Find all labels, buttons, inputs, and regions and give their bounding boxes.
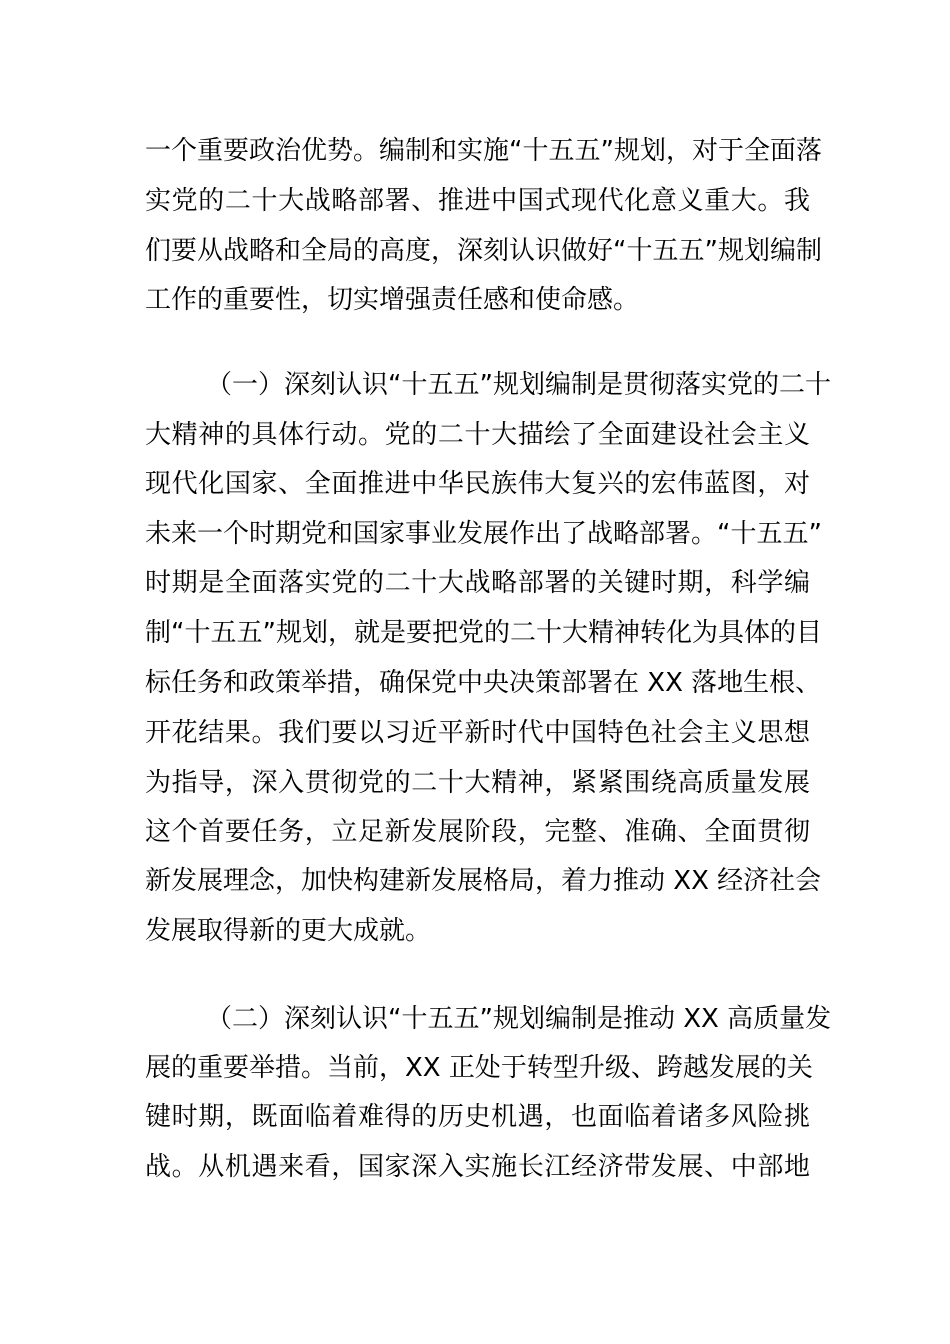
- section-1-line-7: 标任务和政策举措，确保党中央决策部署在 XX 落地生根、: [145, 668, 822, 698]
- section-1-line-1: （一）深刻认识“十五五”规划编制是贯彻落实党的二十: [206, 370, 831, 400]
- section-1-line-3: 现代化国家、全面推进中华民族伟大复兴的宏伟蓝图，对: [145, 469, 810, 499]
- intro-line-3: 们要从战略和全局的高度，深刻认识做好“十五五”规划编制: [145, 236, 822, 266]
- section-1-line-9: 为指导，深入贯彻党的二十大精神，紧紧围绕高质量发展: [145, 768, 810, 798]
- section-1-line-2: 大精神的具体行动。党的二十大描绘了全面建设社会主义: [145, 420, 810, 450]
- section-1-line-12: 发展取得新的更大成就。: [145, 916, 432, 946]
- intro-line-1: 一个重要政治优势。编制和实施“十五五”规划，对于全面落: [145, 136, 822, 166]
- intro-line-4: 工作的重要性，切实增强责任感和使命感。: [145, 285, 640, 315]
- section-2-line-4: 战。从机遇来看，国家深入实施长江经济带发展、中部地: [145, 1152, 810, 1182]
- section-2-line-3: 键时期，既面临着难得的历史机遇，也面临着诸多风险挑: [145, 1102, 810, 1132]
- section-2-line-2: 展的重要举措。当前，XX 正处于转型升级、跨越发展的关: [145, 1053, 813, 1083]
- section-1-line-10: 这个首要任务，立足新发展阶段，完整、准确、全面贯彻: [145, 817, 810, 847]
- section-2-line-1: （二）深刻认识“十五五”规划编制是推动 XX 高质量发: [206, 1004, 832, 1034]
- section-1-line-6: 制“十五五”规划，就是要把党的二十大精神转化为具体的目: [145, 618, 822, 648]
- intro-line-2: 实党的二十大战略部署、推进中国式现代化意义重大。我: [145, 186, 810, 216]
- section-1-line-11: 新发展理念，加快构建新发展格局，着力推动 XX 经济社会: [145, 866, 822, 896]
- section-1-line-4: 未来一个时期党和国家事业发展作出了战略部署。“十五五”: [145, 519, 822, 549]
- section-1-line-8: 开花结果。我们要以习近平新时代中国特色社会主义思想: [145, 718, 810, 748]
- section-1-line-5: 时期是全面落实党的二十大战略部署的关键时期，科学编: [145, 568, 810, 598]
